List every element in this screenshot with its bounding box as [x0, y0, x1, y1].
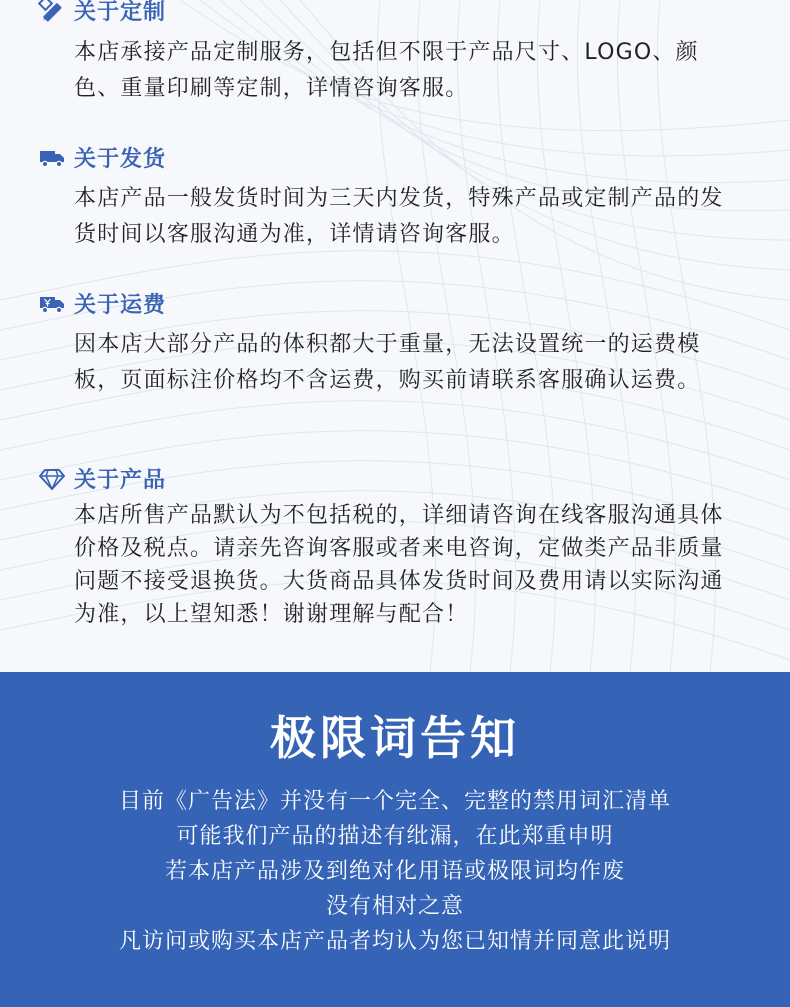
- notice-title: 极限词告知: [270, 711, 520, 765]
- notice-line: 没有相对之意: [325, 894, 464, 919]
- delivery-truck-icon: [38, 143, 66, 171]
- section-header: [38, 289, 166, 317]
- notice-panel: [0, 672, 790, 1007]
- section-body: 本店所售产品默认为不包括税的，详细请咨询在线客服沟通具体价格及税点。请亲先咨询客服或者来电咨询，定做类产品非质量问题不接受退换货。大货商品具体发货时间及费用请以实际沟通为准，以上望知悉！谢谢理解与配合！: [74, 503, 724, 627]
- section-header: [38, 143, 166, 171]
- diamond-icon: [38, 464, 66, 492]
- section-header: [38, 0, 166, 24]
- section-body: 本店产品一般发货时间为三天内发货，特殊产品或定制产品的发货时间以客服沟通为准，详情请咨询客服。: [74, 186, 724, 247]
- notice-lines: [0, 784, 790, 959]
- yen-truck-icon: [38, 289, 66, 317]
- pencil-ruler-icon: [38, 0, 66, 24]
- section-body: 本店承接产品定制服务，包括但不限于产品尺寸、LOGO、颜色、重量印刷等定制，详情咨询客服。: [74, 40, 699, 101]
- section-title: 关于发货: [74, 146, 167, 172]
- notice-line: 目前《广告法》并没有一个完全、完整的禁用词汇清单: [118, 789, 671, 814]
- section-header: [38, 464, 166, 492]
- section-title: 关于运费: [74, 292, 167, 318]
- section-body: 因本店大部分产品的体积都大于重量，无法设置统一的运费模板，页面标注价格均不含运费，购买前请联系客服确认运费。: [74, 332, 701, 393]
- notice-line: 若本店产品涉及到绝对化用语或极限词均作废: [164, 859, 625, 884]
- section-title: 关于定制: [74, 0, 167, 25]
- notice-line: 可能我们产品的描述有纰漏，在此郑重申明: [176, 824, 614, 849]
- section-title: 关于产品: [74, 467, 167, 493]
- notice-line: 凡访问或购买本店产品者均认为您已知情并同意此说明: [118, 929, 671, 954]
